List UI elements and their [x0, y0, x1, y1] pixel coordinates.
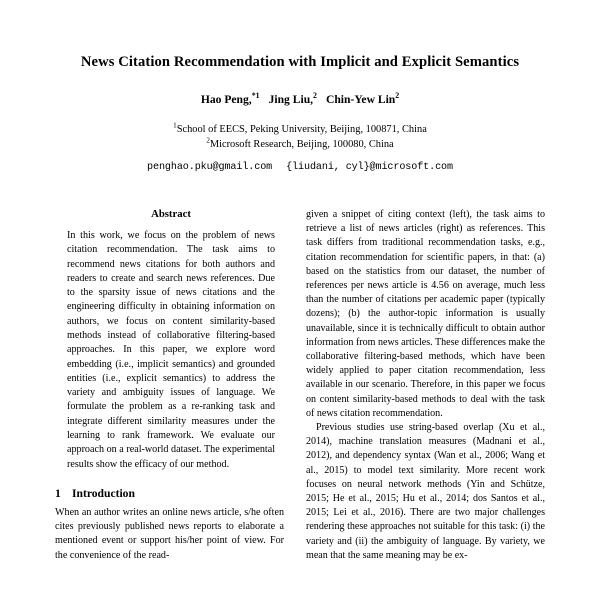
affiliation-2	[0, 138, 600, 153]
affiliation-text-1: School of EECS, Peking University, Beijing, 100871, China	[176, 124, 427, 136]
author-name-2: Jing Liu,	[268, 92, 314, 106]
left-column	[55, 208, 284, 600]
author-name-1: Hao Peng,	[200, 92, 252, 106]
affiliation-1	[0, 123, 600, 138]
affiliation-text-2: Microsoft Research, Beijing, 100080, China	[209, 139, 394, 151]
title-block	[0, 0, 600, 173]
author-marker-2: 2	[313, 90, 317, 100]
author-name-3: Chin-Yew Lin	[325, 92, 396, 106]
affiliation-marker-2: 2	[206, 136, 210, 145]
introduction-paragraph-2: Previous studies use string-based overlap (Xu et al., 2014), machine translation measures (Madnani et al., 2012), and dependency syntax (Wan et al., 2006; Wang et al., 2015) to model text similarity. More recent work focuses on neural network methods (Yin and Schütze, 2015; He et al., 2015; Hu et al., 2014; dos Santos et al., 2015; Lei et al., 2016). There are two major challenges rendering these approaches not suitable for this task: (i) the variety and (ii) the ambiguity of language. By variety, we mean that the same meaning may be ex-	[306, 422, 545, 561]
section-heading-introduction	[55, 487, 284, 500]
email-address-1[interactable]: penghao.pku@gmail.com	[147, 161, 273, 173]
introduction-paragraph-1: When an author writes an online news article, s/he often cites previously published news reports to elaborate a mentioned event or support his/her point of view. For the convenience of the read-	[55, 506, 284, 561]
introduction-paragraph-1-continued: given a snippet of citing context (left), the task aims to retrieve a list of news articles (right) as references. This task differs from traditional recommendation tasks, e.g., citation recommendation for scientific papers, in that: (a) based on the statistics from our dataset, the number of references per news article is 4.56 on average, much less than the number of citations per academic paper (typically dozens); (b) the author-topic information is usually unavailable, since it is technically difficult to obtain author information from news articles. These differences make the collaborative filtering-based methods, which have been widely applied to paper citation recommendation, less available in our scenario. Therefore, in this paper we focus on content similarity-based methods to deal with the task of news citation recommendation.	[306, 209, 545, 419]
affiliation-marker-1: 1	[173, 121, 177, 130]
abstract-body: In this work, we focus on the problem of news citation recommendation. The task aims to recommend news citations for both authors and readers to create and search news references. Due to the sparsity issue of news citations and the engineering difficulty in obtaining information on authors, we focus on content similarity-based methods instead of collaborative filtering-based approaches. In this paper, we explore word embedding (i.e., implicit semantics) and grounded entities (i.e., explicit semantics) to address the variety and ambiguity issues of language. We formulate the problem as a re-ranking task and integrate different similarity measures under the learning to rank framework. We evaluate our approach on a real-world dataset. The experimental results show the efficacy of our method.	[67, 230, 275, 470]
email-address-2[interactable]: {liudani, cyl}@microsoft.com	[286, 161, 453, 173]
author-marker-3: 2	[395, 90, 400, 100]
abstract-heading: Abstract	[151, 208, 191, 220]
author-marker-1: *1	[251, 90, 260, 100]
two-column-body	[0, 208, 600, 600]
section-title: Introduction	[72, 486, 135, 500]
right-column	[306, 208, 545, 600]
author-list	[0, 90, 600, 107]
email-list	[0, 162, 600, 173]
page-title: News Citation Recommendation with Implicit and Explicit Semantics	[80, 54, 520, 70]
section-number: 1	[55, 486, 61, 500]
affiliation-list	[0, 123, 600, 153]
abstract-section	[67, 208, 275, 472]
